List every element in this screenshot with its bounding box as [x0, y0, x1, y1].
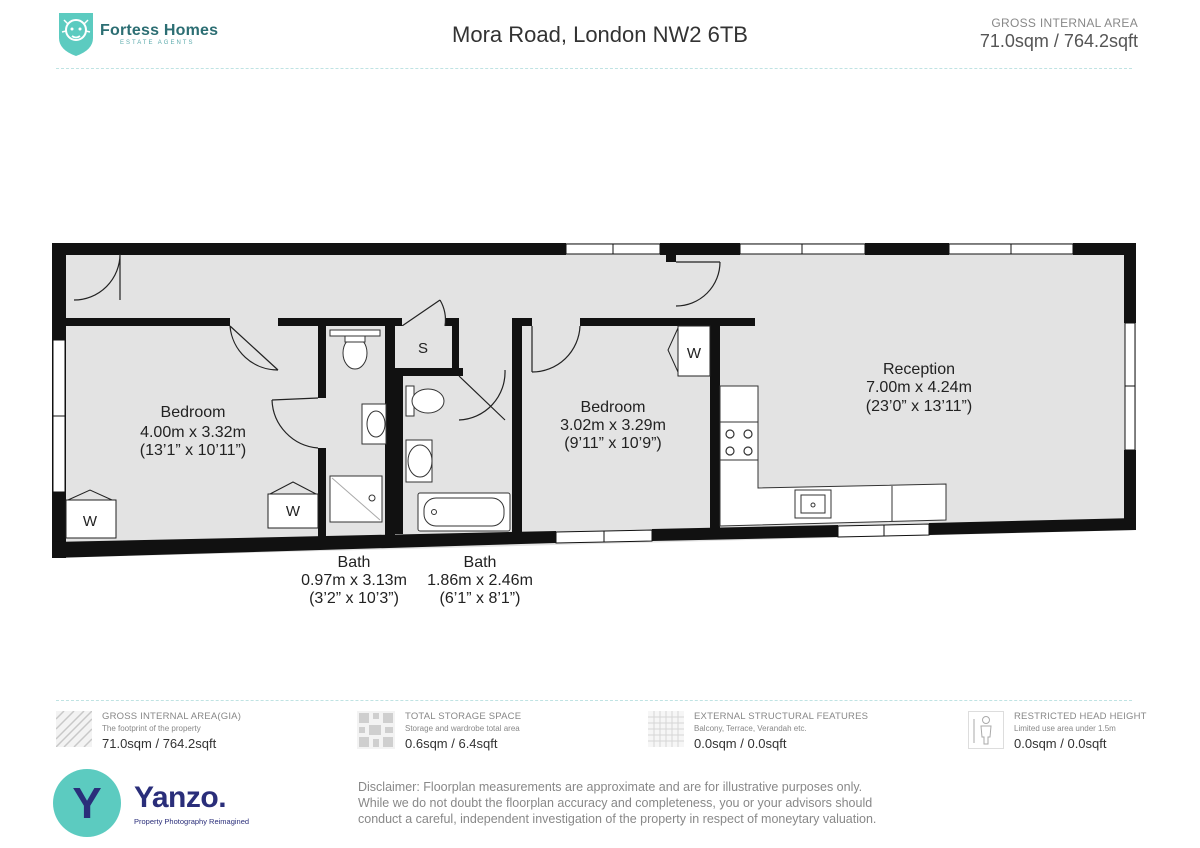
disclaimer-line: conduct a careful, independent investigation of the property in respect of moneytary valuation. [358, 812, 877, 826]
wardrobe-mark: W [285, 503, 301, 520]
hatch-icon [56, 711, 92, 747]
legend-title: EXTERNAL STRUCTURAL FEATURES [694, 711, 869, 722]
bath2-name: Bath [463, 554, 497, 571]
bedroom2-name: Bedroom [580, 399, 646, 416]
brand-name: Fortess Homes [100, 22, 219, 39]
grid-icon [648, 711, 684, 747]
bedroom1-name: Bedroom [160, 404, 226, 421]
bath2-imperial: (6’1” x 8’1”) [439, 590, 521, 607]
legend-gia [56, 711, 241, 751]
bedroom1-metric: 4.00m x 3.32m [140, 424, 246, 441]
legend-title: TOTAL STORAGE SPACE [405, 711, 522, 722]
disclaimer [358, 779, 958, 827]
legend-divider [56, 700, 1132, 701]
brand-subtitle: ESTATE AGENTS [120, 40, 195, 46]
yanzo-logo [52, 768, 249, 838]
legend-value: 71.0sqm / 764.2sqft [102, 736, 217, 751]
storage-icon [357, 711, 395, 749]
bath1-imperial: (3’2” x 10’3”) [309, 590, 399, 607]
wardrobe-mark: W [82, 513, 98, 530]
gia-value: 71.0sqm / 764.2sqft [979, 31, 1138, 51]
reception-metric: 7.00m x 4.24m [866, 379, 972, 396]
disclaimer-line: Disclaimer: Floorplan measurements are approximate and are for illustrative purposes only. [358, 780, 863, 794]
person-icon [968, 711, 1004, 749]
disclaimer-line: While we do not doubt the floorplan accuracy and completeness, you or your advisors should [358, 796, 873, 810]
kitchen-sink-icon [795, 490, 831, 518]
legend-value: 0.0sqm / 0.0sqft [1014, 736, 1107, 751]
legend-title: RESTRICTED HEAD HEIGHT [1014, 711, 1147, 722]
legend-subtitle: Limited use area under 1.5m [1014, 724, 1116, 733]
legend-subtitle: Balcony, Terrace, Verandah etc. [694, 724, 807, 733]
legend-external [648, 711, 868, 751]
reception-name: Reception [882, 361, 956, 378]
bedroom1-imperial: (13’1” x 10’11”) [139, 442, 247, 459]
bedroom2-imperial: (9’11” x 10’9”) [564, 435, 662, 452]
bath1-name: Bath [337, 554, 371, 571]
bath1-metric: 0.97m x 3.13m [301, 572, 407, 589]
bath2-metric: 1.86m x 2.46m [427, 572, 533, 589]
wardrobe-mark: W [686, 345, 702, 362]
bedroom2-metric: 3.02m x 3.29m [560, 417, 666, 434]
legend-value: 0.6sqm / 6.4sqft [405, 736, 498, 751]
gia-label: GROSS INTERNAL AREA [991, 16, 1138, 30]
legend-value: 0.0sqm / 0.0sqft [694, 736, 787, 751]
reception-imperial: (23’0” x 13’11”) [865, 398, 973, 415]
storage-mark: S [417, 340, 429, 357]
legend-storage [357, 711, 521, 751]
legend-subtitle: The footprint of the property [102, 724, 201, 733]
yanzo-circle-icon [52, 768, 122, 838]
property-address: Mora Road, London NW2 6TB [452, 22, 748, 47]
legend-head-height [968, 711, 1147, 751]
yanzo-name: Yanzo. [134, 780, 227, 814]
yanzo-tagline: Property Photography Reimagined [134, 816, 250, 826]
legend-subtitle: Storage and wardrobe total area [405, 724, 520, 733]
legend-title: GROSS INTERNAL AREA(GIA) [102, 711, 242, 722]
yanzo-mark: Y [72, 779, 102, 828]
